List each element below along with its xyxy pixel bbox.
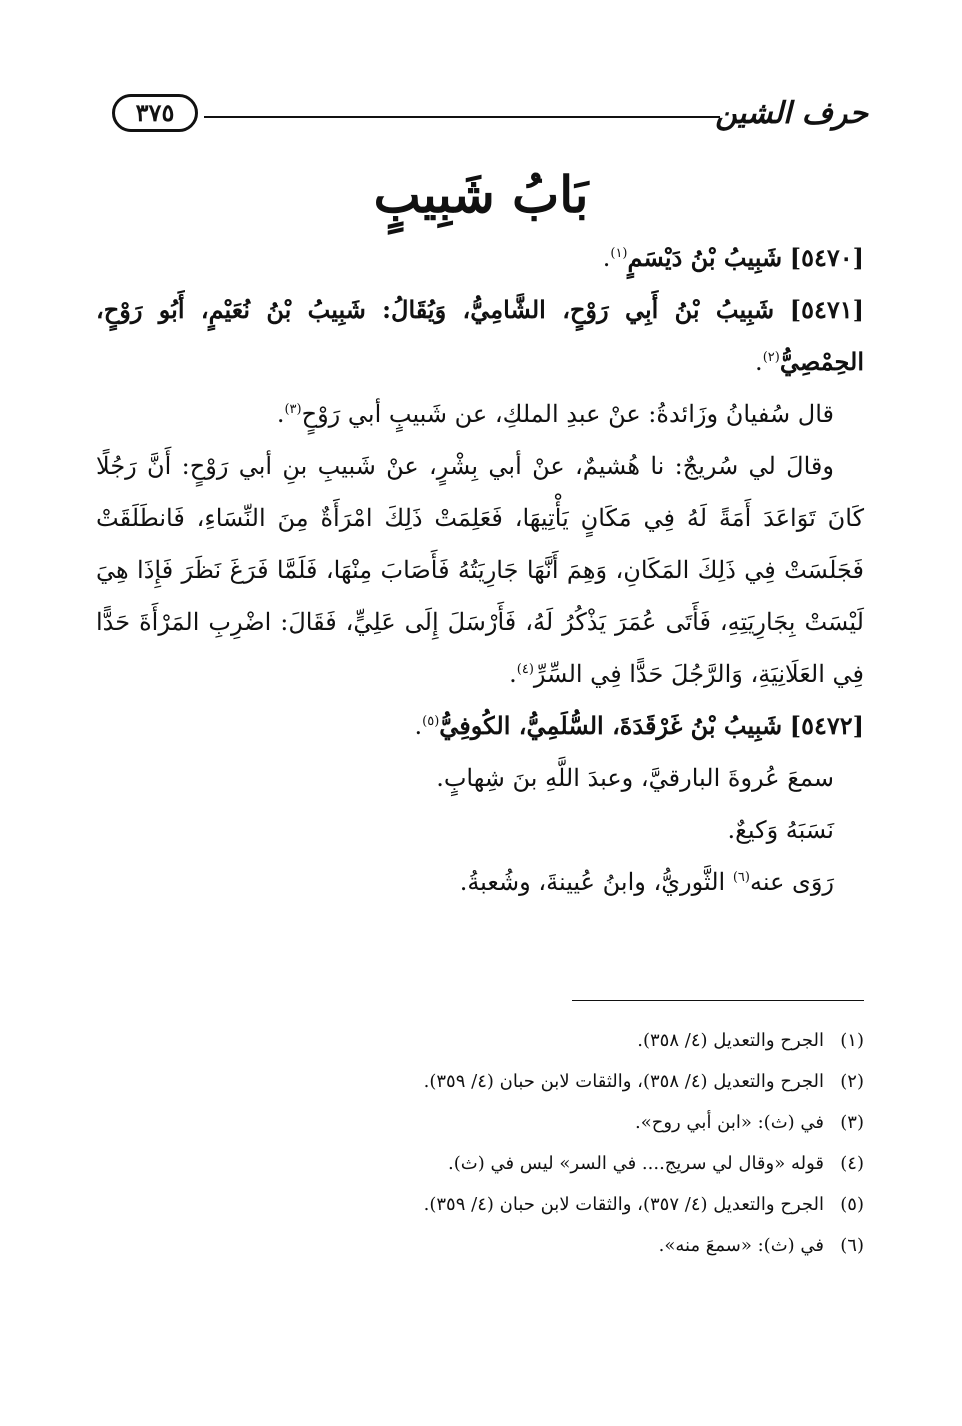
- entry-name: شَبِيبُ بْنُ دَيْسَمٍ: [627, 243, 783, 272]
- paragraph-narration-2: [96, 440, 864, 700]
- entry-name: شَبِيبُ بْنُ أَبِي رَوْحٍ، الشَّامِيُّ، وَيُقَالُ: شَبِيبُ بْنُ نُعَيْمٍ، أَبُو رَوْحٍ، الحِمْصِيُّ: [96, 295, 864, 376]
- punctuation: .: [602, 244, 611, 272]
- footnote-marker[interactable]: (٥): [422, 714, 440, 729]
- footnote-marker[interactable]: (٤): [516, 662, 534, 677]
- footnote-rule: [572, 1000, 864, 1001]
- footnote-item: [96, 1061, 864, 1102]
- footnote-marker[interactable]: (٣): [284, 402, 302, 417]
- paragraph-text: الثَّوريُّ، وابنُ عُيينةَ، وشُعبةُ.: [459, 868, 733, 896]
- footnote-number: (٢): [840, 1071, 864, 1092]
- footnote-text: في (ث): «ابن أبي روح».: [634, 1112, 824, 1133]
- footnote-marker[interactable]: (١): [610, 246, 628, 261]
- punctuation: .: [414, 712, 423, 740]
- paragraph-text: قال سُفيانُ وزَائدةُ: عنْ عبدِ الملكِ، عن شَبيبٍ أبي رَوْحٍ: [301, 400, 834, 428]
- footnote-text: الجرح والتعديل (٤/ ٣٥٨)، والثقات لابن حبان (٤/ ٣٥٩).: [423, 1071, 824, 1092]
- entry-number: [٥٤٧١]: [789, 295, 864, 324]
- entry-5472: [96, 700, 864, 752]
- footnote-number: (٣): [840, 1112, 864, 1133]
- paragraph-heard-from: سمعَ عُروةَ البارقيَّ، وعبدَ اللَّهِ بنَ شِهابٍ.: [436, 764, 834, 792]
- footnote-text: في (ث): «سمعَ منه».: [658, 1235, 824, 1256]
- footnote-item: [96, 1143, 864, 1184]
- body-text: [96, 232, 864, 908]
- footnote-text: الجرح والتعديل (٤/ ٣٥٨).: [637, 1030, 824, 1051]
- chapter-name: حرف الشين: [715, 96, 868, 131]
- paragraph-lineage: نَسَبَهُ وَكيعٌ.: [727, 816, 834, 844]
- entry-number: [٥٤٧٠]: [789, 243, 864, 272]
- entry-number: [٥٤٧٢]: [789, 711, 864, 740]
- page-number: ٣٧٥: [112, 94, 198, 132]
- paragraph-narration-1: [96, 388, 864, 440]
- paragraph-text: وقالَ لي سُريجٌ: نا هُشيمٌ، عنْ أبي بِشْرٍ، عنْ شَبيبِ بنِ أبي رَوْحٍ: أَنَّ رَجُلًا كَانَ تَوَاعَدَ أَمَةً لَهُ فِي مَكَانٍ يَأْتِيهَا، فَعَلِمَتْ ذَلِكَ امْرَأَةٌ مِنَ النِّسَاءِ، فَانطَلَقَتْ فَجَلَسَتْ فِي ذَلِكَ المَكَانِ، وَهِمَ أَنَّهَا جَارِيَتُهُ فَأَصَابَ مِنْهَا، فَلَمَّا فَرَغَ نَظَرَ فَإِذَا هِيَ لَيْسَتْ بِجَارِيَتِهِ، فَأَتَى عُمَرَ يَذْكُرُ لَهُ، فَأَرْسَلَ إِلَى عَلِيٍّ، فَقَالَ: اضْرِبِ المَرْأَةَ حَدًّا فِي العَلَانِيَةِ، وَالرَّجُلَ حَدًّا فِي السِّرِّ: [96, 452, 864, 688]
- punctuation: .: [755, 348, 763, 376]
- header-rule: [204, 116, 720, 118]
- footnote-number: (٤): [840, 1153, 864, 1174]
- footnote-number: (٦): [840, 1235, 864, 1256]
- footnote-marker[interactable]: (٦): [732, 870, 750, 885]
- punctuation: .: [276, 400, 285, 428]
- footnote-item: [96, 1225, 864, 1266]
- footnote-text: قوله «وقال لي سريج.... في السر» ليس في (ث).: [448, 1153, 824, 1174]
- footnote-text: الجرح والتعديل (٤/ ٣٥٧)، والثقات لابن حبان (٤/ ٣٥٩).: [423, 1194, 824, 1215]
- page-header: [112, 92, 868, 144]
- entry-5470: [96, 232, 864, 284]
- paragraph-narrated-by: [96, 856, 864, 908]
- footnote-item: [96, 1102, 864, 1143]
- footnotes: [96, 1020, 864, 1266]
- footnote-number: (١): [840, 1030, 864, 1051]
- section-title: بَابُ شَبِيبٍ: [373, 165, 589, 224]
- paragraph-lead: رَوَى عنه: [749, 868, 834, 896]
- footnote-item: [96, 1020, 864, 1061]
- footnote-marker[interactable]: (٢): [762, 350, 780, 365]
- footnote-number: (٥): [840, 1194, 864, 1215]
- entry-name: شَبِيبُ بْنُ غَرْقَدَةَ، السُّلَمِيُّ، الكُوفِيُّ: [439, 711, 783, 740]
- entry-5471: [96, 284, 864, 388]
- footnote-item: [96, 1184, 864, 1225]
- punctuation: .: [509, 660, 517, 688]
